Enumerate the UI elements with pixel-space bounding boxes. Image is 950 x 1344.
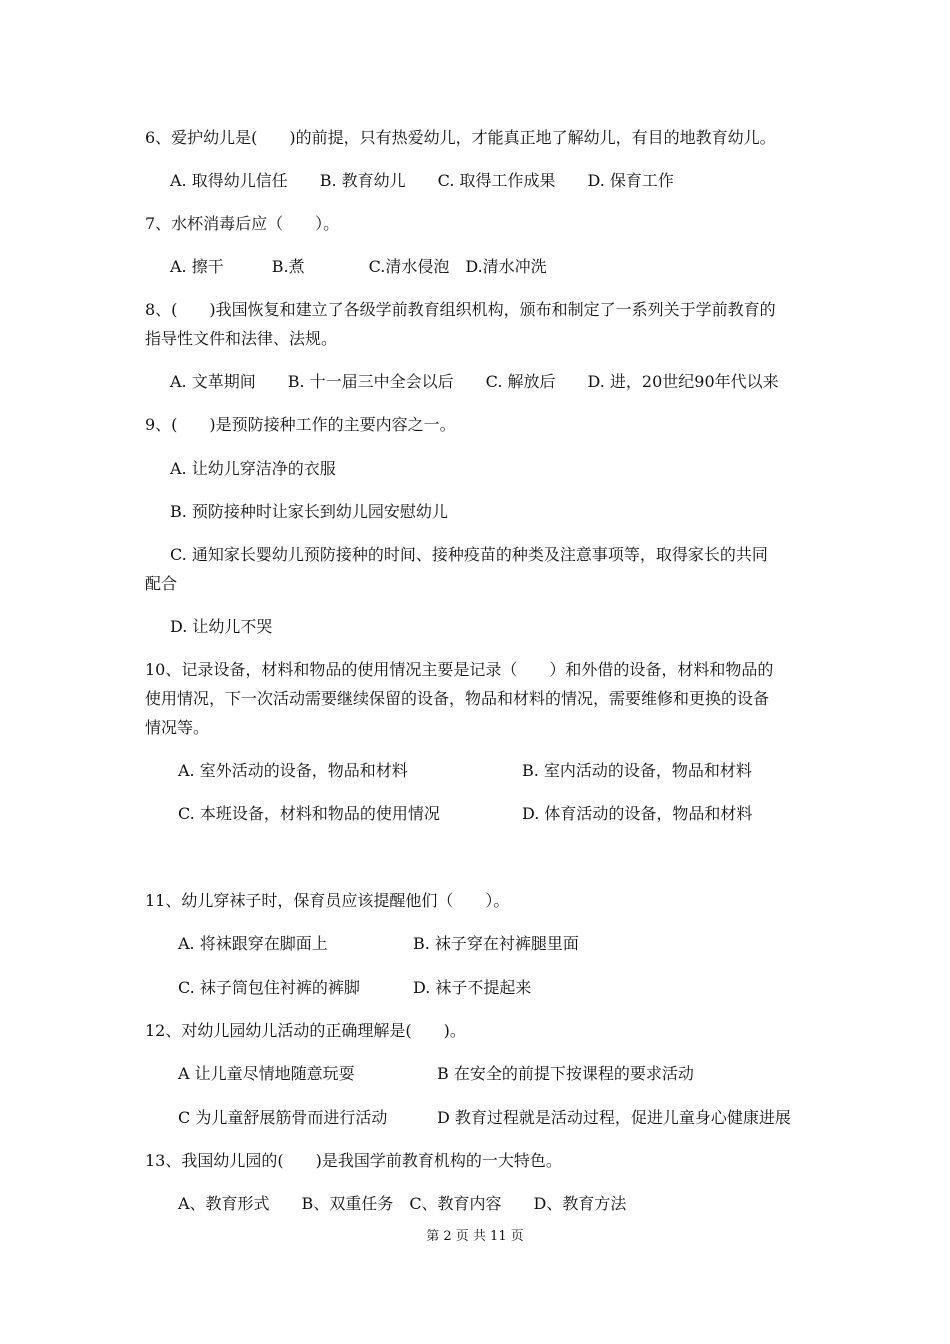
question-11-stem: 11、幼儿穿袜子时，保育员应该提醒他们（ ）。 xyxy=(145,891,510,910)
question-10-stem-line1: 10、记录设备，材料和物品的使用情况主要是记录（ ）和外借的设备，材料和物品的 xyxy=(145,660,774,679)
question-12-option-d: D 教育过程就是活动过程，促进儿童身心健康进展 xyxy=(437,1108,791,1127)
question-10-stem-line2: 使用情况，下一次活动需要继续保留的设备，物品和材料的情况，需要维修和更换的设备 xyxy=(145,689,770,708)
question-12-option-c: C 为儿童舒展筋骨而进行活动 xyxy=(178,1108,388,1127)
question-8-stem-line2: 指导性文件和法律、法规。 xyxy=(145,329,338,348)
question-9-option-c-line2: 配合 xyxy=(145,574,178,593)
question-9-option-d: D. 让幼儿不哭 xyxy=(170,617,273,636)
question-10-option-b: B. 室内活动的设备，物品和材料 xyxy=(522,761,752,780)
question-13-stem: 13、我国幼儿园的( )是我国学前教育机构的一大特色。 xyxy=(145,1151,562,1170)
question-11-option-c: C. 袜子筒包住衬裤的裤脚 xyxy=(178,978,360,997)
question-8-options: A. 文革期间 B. 十一届三中全会以后 C. 解放后 D. 进，20世纪90年代以来 xyxy=(170,372,779,391)
question-10-stem-line3: 情况等。 xyxy=(145,718,210,737)
question-10-option-c: C. 本班设备，材料和物品的使用情况 xyxy=(178,804,440,823)
question-10-option-a: A. 室外活动的设备，物品和材料 xyxy=(178,761,408,780)
question-11-option-a: A. 将袜跟穿在脚面上 xyxy=(178,934,328,953)
question-7-options: A. 擦干 B.煮 C.清水侵泡 D.清水冲洗 xyxy=(170,257,547,276)
question-13-options: A、教育形式 B、双重任务 C、教育内容 D、教育方法 xyxy=(178,1194,627,1213)
question-9-option-c-line1: C. 通知家长婴幼儿预防接种的时间、接种疫苗的种类及注意事项等，取得家长的共同 xyxy=(170,545,768,564)
page-footer: 第 2 页 共 11 页 xyxy=(426,1229,524,1244)
question-9-option-a: A. 让幼儿穿洁净的衣服 xyxy=(170,459,336,478)
question-10-option-d: D. 体育活动的设备，物品和材料 xyxy=(522,804,753,823)
question-9-option-b: B. 预防接种时让家长到幼儿园安慰幼儿 xyxy=(170,502,448,521)
question-6-stem: 6、爱护幼儿是( )的前提，只有热爱幼儿，才能真正地了解幼儿，有目的地教育幼儿。 xyxy=(145,128,776,147)
question-11-option-b: B. 袜子穿在衬裤腿里面 xyxy=(413,934,579,953)
question-9-stem: 9、( )是预防接种工作的主要内容之一。 xyxy=(145,415,456,434)
question-8-stem-line1: 8、( )我国恢复和建立了各级学前教育组织机构，颁布和制定了一系列关于学前教育的 xyxy=(145,300,776,319)
question-7-stem: 7、水杯消毒后应（ ）。 xyxy=(145,214,340,233)
question-12-stem: 12、对幼儿园幼儿活动的正确理解是( )。 xyxy=(145,1021,466,1040)
question-11-option-d: D. 袜子不提起来 xyxy=(413,978,532,997)
question-12-option-a: A 让儿童尽情地随意玩耍 xyxy=(178,1064,355,1083)
question-6-options: A. 取得幼儿信任 B. 教育幼儿 C. 取得工作成果 D. 保育工作 xyxy=(170,171,674,190)
question-12-option-b: B 在安全的前提下按课程的要求活动 xyxy=(437,1064,694,1083)
